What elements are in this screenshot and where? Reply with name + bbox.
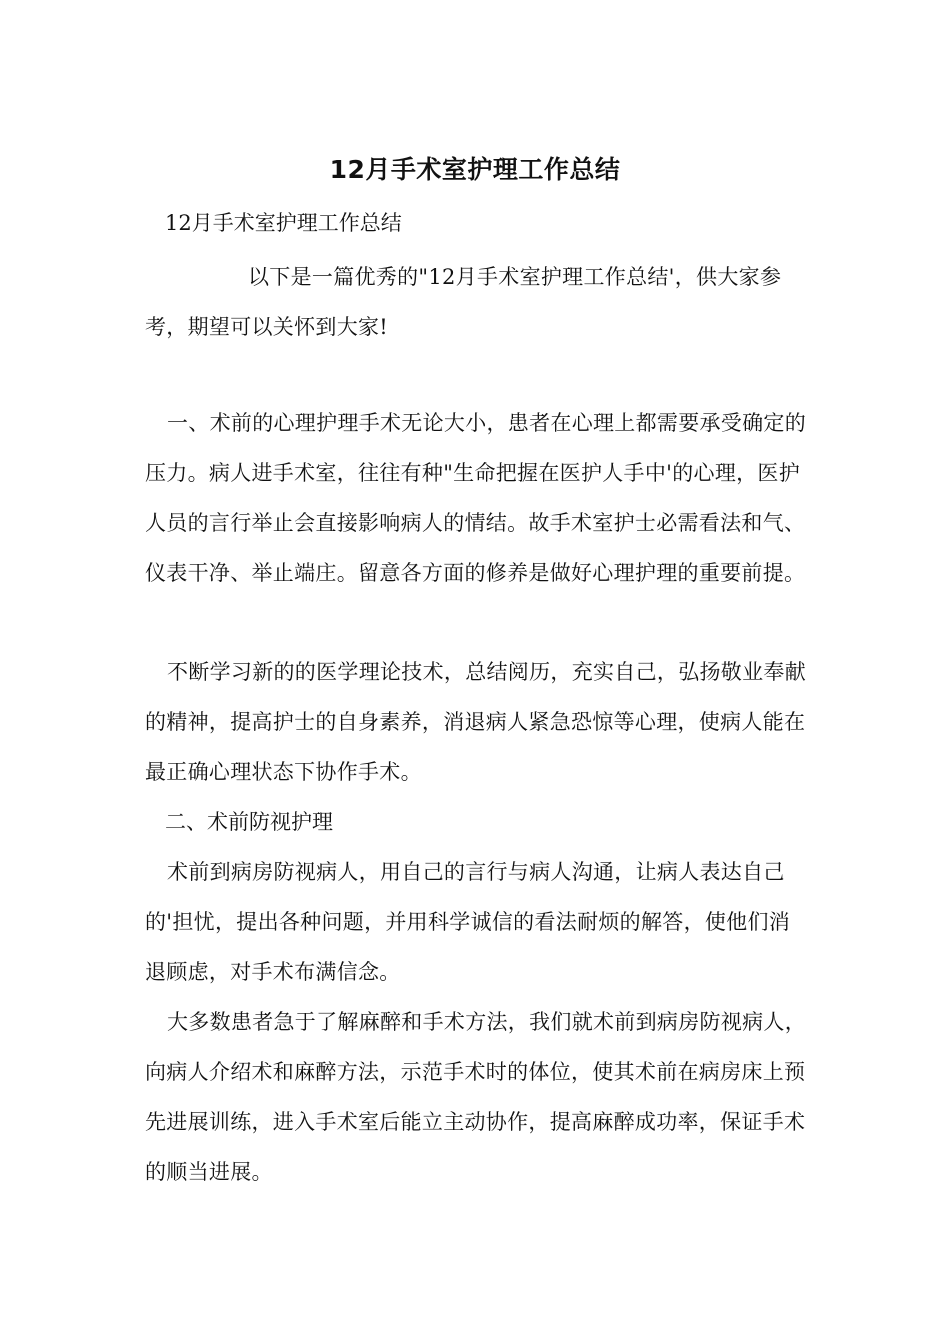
document-title: 12月手术室护理工作总结	[329, 155, 621, 184]
majority-paragraph: 大多数患者急于了解麻醉和手术方法，我们就术前到病房防视病人，向病人介绍术和麻醉方法，示范手术时的体位，使其术前在病房床上预先进展训练，进入手术室后能立主动协作，提高麻醉成功率，保证手术的顺当进展。	[145, 1010, 806, 1184]
intro-paragraph: 以下是一篇优秀的"12月手术室护理工作总结'，供大家参考，期望可以关怀到大家!	[145, 265, 782, 339]
section-2-heading: 二、术前防视护理	[165, 810, 333, 834]
document-subtitle: 12月手术室护理工作总结	[165, 211, 402, 235]
visit-paragraph: 术前到病房防视病人，用自己的言行与病人沟通，让病人表达自己的'担忧，提出各种问题，并用科学诚信的看法耐烦的解答，使他们消退顾虑，对手术布满信念。	[145, 860, 791, 984]
learning-paragraph: 不断学习新的的医学理论技术，总结阅历，充实自己，弘扬敬业奉献的精神，提高护士的自身素养，消退病人紧急恐惊等心理，使病人能在最正确心理状态下协作手术。	[145, 660, 806, 784]
section-1-paragraph: 一、术前的心理护理手术无论大小，患者在心理上都需要承受确定的压力。病人进手术室，往往有种"生命把握在医护人手中'的心理，医护人员的言行举止会直接影响病人的情结。故手术室护士必需看法和气、仪表干净、举止端庄。留意各方面的修养是做好心理护理的重要前提。	[145, 411, 806, 585]
